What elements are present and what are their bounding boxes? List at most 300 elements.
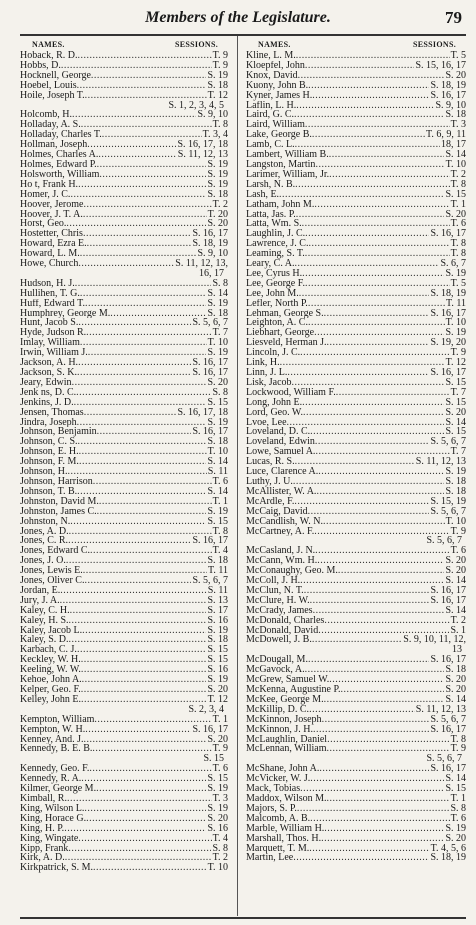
member-entry: [246, 576, 466, 586]
dot-leader: [86, 814, 206, 824]
member-name: Johnson, T. B.: [20, 486, 78, 497]
member-entry: [246, 655, 466, 665]
member-entry: [246, 279, 466, 289]
member-name: Johnson, Benjamin: [20, 427, 97, 438]
dot-leader: [88, 348, 207, 358]
dot-leader: [79, 457, 207, 467]
member-sessions: S. 14: [445, 576, 466, 586]
member-entry: [246, 71, 466, 81]
member-sessions: S. 20: [445, 685, 466, 695]
dot-leader: [87, 140, 176, 150]
member-sessions: S. 19: [445, 467, 466, 477]
member-name: Jackson, S. K.: [20, 368, 77, 378]
member-sessions: T. 9: [212, 60, 228, 71]
member-name: Kaley, S. D.: [20, 635, 69, 646]
member-sessions: S. 9, 10: [435, 100, 466, 111]
member-name: Marquett, T. M.: [246, 843, 310, 854]
member-entry: [20, 497, 228, 507]
member-entry: [246, 596, 466, 606]
dot-leader: [324, 824, 444, 834]
dot-leader: [315, 437, 430, 447]
member-name: Lee, Cyrus H.: [246, 268, 303, 279]
dot-leader: [314, 200, 449, 210]
member-name: Hoback, R. D.: [20, 51, 78, 61]
member-name: Irwin, William J.: [20, 348, 88, 359]
dot-leader: [292, 378, 445, 388]
dot-leader: [312, 635, 402, 645]
member-sessions: S. 16, 17: [192, 427, 228, 438]
member-entry: [20, 398, 228, 408]
dot-leader: [69, 527, 212, 537]
dot-leader: [66, 556, 207, 566]
left-column: [20, 36, 234, 916]
dot-leader: [81, 685, 207, 695]
member-sessions: S. 19: [445, 268, 466, 279]
member-sessions: S. 15: [207, 516, 228, 527]
member-name: Mack, Tobias: [246, 784, 301, 794]
member-name: McLaughlin, Daniel: [246, 734, 328, 745]
member-entry: [246, 844, 466, 854]
member-sessions: S. 15: [207, 645, 228, 656]
dot-leader: [80, 289, 207, 299]
member-entry: [20, 219, 228, 229]
member-name: Hoebel, Louis: [20, 80, 77, 91]
dot-leader: [310, 774, 444, 784]
member-name: Johnston, David M.: [20, 496, 99, 507]
dot-leader: [287, 418, 445, 428]
member-name: McColl, J. H.: [246, 576, 301, 586]
member-entry: [246, 735, 466, 745]
member-sessions: S. 18: [207, 635, 228, 646]
member-entry: [246, 110, 466, 120]
dot-leader: [305, 229, 429, 239]
member-name: Leighton, A. C.: [246, 318, 308, 329]
member-sessions: T. 10: [207, 338, 228, 349]
member-name: Lawrence, J. C.: [246, 239, 309, 250]
dot-leader: [327, 735, 450, 745]
member-entry: [20, 527, 228, 537]
member-name: Lee, George F.: [246, 278, 305, 289]
member-name: Loveland, Edwin: [246, 437, 315, 448]
member-name: McGrew, Samuel W.: [246, 675, 330, 685]
member-entry: [20, 477, 228, 487]
member-entry: [20, 71, 228, 81]
dot-leader: [87, 239, 192, 249]
dot-leader: [66, 219, 206, 229]
member-name: Kempton, William: [20, 714, 95, 725]
member-entry: [20, 150, 228, 160]
member-entry: [20, 447, 228, 457]
dot-leader: [312, 130, 425, 140]
member-entry: [246, 358, 466, 368]
member-name: King, H. P.: [20, 823, 65, 834]
member-entry: [20, 388, 228, 398]
dot-leader: [312, 91, 429, 101]
member-name: Hyde, Judson R.: [20, 328, 87, 339]
member-name: Luce, Clarence A.: [246, 467, 319, 477]
member-name: Laughlin, J. C.: [246, 229, 306, 240]
member-entry: [246, 427, 466, 437]
member-entry: [20, 239, 228, 249]
member-sessions: S. 8: [212, 278, 228, 289]
member-entry: [246, 784, 466, 794]
member-sessions: S. 18: [207, 437, 228, 448]
member-entry: [20, 635, 228, 645]
dot-leader: [64, 824, 206, 834]
member-entry: [246, 566, 466, 576]
member-entry: [20, 616, 228, 626]
member-entry: [246, 140, 466, 150]
dot-leader: [316, 487, 444, 497]
member-name: Hoover, J. T. A.: [20, 209, 83, 220]
member-name: Kyner, James H.: [246, 90, 313, 101]
member-entry: [20, 51, 228, 61]
dot-leader: [86, 328, 212, 338]
member-sessions: T. 9: [212, 744, 228, 755]
dot-leader: [308, 655, 429, 665]
member-entry: [246, 81, 466, 91]
member-name: McCaig, David: [246, 506, 308, 517]
dot-leader: [90, 546, 212, 556]
member-name: Lord, Geo. W.: [246, 407, 303, 418]
member-sessions: T. 10: [445, 318, 466, 329]
member-name: Lake, George B.: [246, 130, 312, 141]
dot-leader: [97, 507, 207, 517]
member-name: McKillip, D. C.: [246, 704, 310, 715]
member-entry: [20, 735, 228, 745]
member-entry: [246, 507, 466, 517]
dot-leader: [305, 279, 450, 289]
member-entry: [20, 844, 228, 854]
dot-leader: [80, 338, 207, 348]
member-entry: [246, 61, 466, 71]
member-sessions: S. 5, 6, 7: [192, 576, 228, 586]
dot-leader: [314, 328, 444, 338]
member-sessions: T. 7: [450, 447, 466, 458]
member-sessions: S. 15: [445, 189, 466, 200]
bottom-rule: [20, 917, 466, 919]
member-entry: [246, 467, 466, 477]
member-entry: [246, 388, 466, 398]
member-name: Hocknell, George: [20, 70, 91, 81]
member-name: Johnson, Harrison: [20, 476, 93, 487]
member-sessions: S. 14: [445, 150, 466, 160]
page-title: Members of the Legislature.: [145, 9, 331, 26]
member-entry: [20, 408, 228, 418]
member-sessions-continued: S. 5, 6, 7: [426, 753, 462, 765]
member-entry: [246, 675, 466, 685]
dot-leader: [280, 358, 445, 368]
member-sessions-continued: S. 15: [203, 753, 224, 765]
member-name: McLennan, William: [246, 744, 327, 755]
dot-leader: [80, 249, 197, 259]
member-name: Jones, Lewis E.: [20, 566, 83, 577]
member-name: Howard, L. M.: [20, 249, 80, 260]
dot-leader: [85, 299, 206, 309]
member-name: Liesveld, Herman J.: [246, 338, 327, 349]
dot-leader: [81, 774, 206, 784]
member-name: Kirkpatrick, S. M.: [20, 863, 94, 874]
member-name: Liebhart, George: [246, 328, 315, 339]
dot-leader: [338, 566, 445, 576]
member-name: Lee, John M.: [246, 288, 299, 299]
member-sessions: S. 16, 17: [430, 368, 466, 378]
member-entry: [246, 606, 466, 616]
member-sessions: T. 7: [212, 328, 228, 339]
member-name: Kennedy, R. A.: [20, 774, 82, 785]
member-name: McDonald, Charles: [246, 615, 325, 626]
member-sessions: S. 16, 17: [192, 368, 228, 378]
member-name: Knox, David: [246, 70, 298, 81]
member-name: Majors, S. P.: [246, 803, 297, 814]
member-entry: [20, 665, 228, 675]
dot-leader: [67, 794, 212, 804]
member-entry: [246, 101, 466, 111]
member-sessions: S. 20: [207, 734, 228, 745]
member-sessions: T. 6: [212, 764, 228, 775]
member-name: Holladay, A. S.: [20, 120, 81, 131]
member-name: Marble, William H.: [246, 823, 325, 834]
member-entry: [20, 427, 228, 437]
member-name: Johnson, C. S.: [20, 437, 78, 448]
dot-leader: [72, 378, 207, 388]
member-entry: [246, 447, 466, 457]
member-sessions: S. 16, 17, 18: [177, 407, 228, 418]
member-sessions: S. 16, 17: [430, 308, 466, 319]
member-entry: [20, 110, 228, 120]
dot-leader: [69, 635, 207, 645]
member-name: Holmes, Edward P.: [20, 159, 97, 170]
member-sessions: T. 6: [212, 476, 228, 487]
member-sessions: S. 18, 19: [430, 80, 466, 91]
member-entry: [20, 180, 228, 190]
member-sessions: S. 19: [207, 298, 228, 309]
member-sessions: S. 14: [445, 694, 466, 705]
member-entry: [20, 507, 228, 517]
dot-leader: [287, 368, 429, 378]
member-entry: [246, 774, 466, 784]
member-sessions: S. 20: [445, 407, 466, 418]
member-sessions: T. 9: [450, 744, 466, 755]
member-name: Larimer, William, Jr.: [246, 169, 330, 180]
member-name: McCartney, A. F.: [246, 526, 315, 537]
member-sessions: S. 6, 7: [440, 259, 466, 269]
member-entry: [246, 180, 466, 190]
dot-leader: [302, 398, 444, 408]
member-sessions: S. 18: [445, 476, 466, 487]
member-sessions: T. 3: [450, 120, 466, 131]
member-sessions: T. 1: [212, 496, 228, 507]
dot-leader: [318, 626, 449, 636]
member-name: McConaughy, Geo. M.: [246, 566, 338, 577]
member-sessions: T. 3: [212, 793, 228, 804]
member-sessions: T. 10: [445, 516, 466, 527]
dot-leader: [77, 645, 207, 655]
member-sessions: S. 8: [212, 387, 228, 398]
member-entry: [246, 259, 466, 269]
member-name: Lash, E.: [246, 189, 280, 200]
dot-leader: [69, 616, 207, 626]
member-name: Hunt, Jacob S.: [20, 318, 79, 329]
member-name: Kaley, Jacob L.: [20, 625, 83, 636]
member-name: Luthy, J. U.: [246, 476, 293, 487]
member-name: Hoile, Joseph T.: [20, 90, 85, 101]
member-entry: [20, 804, 228, 814]
dot-leader: [327, 794, 450, 804]
member-entry: [246, 219, 466, 229]
left-column-header: [20, 40, 228, 51]
dot-leader: [77, 418, 207, 428]
member-entry: [20, 546, 228, 556]
member-sessions: S. 20: [445, 833, 466, 844]
dot-leader: [323, 517, 445, 527]
member-entry: [246, 368, 466, 378]
member-entry: [20, 338, 228, 348]
member-name: Keeling, W. W.: [20, 665, 81, 676]
member-entry: [20, 170, 228, 180]
member-entry: [20, 120, 228, 130]
dot-leader: [68, 536, 191, 546]
member-sessions: S. 15: [445, 377, 466, 388]
member-entry: [246, 764, 466, 774]
dot-leader: [295, 180, 449, 190]
dot-leader: [99, 170, 206, 180]
member-sessions: S. 5, 6, 7: [430, 437, 466, 448]
dot-leader: [79, 447, 207, 457]
dot-leader: [83, 200, 211, 210]
member-name: McClun, N. T.: [246, 585, 304, 596]
member-name: Hudson, H. J.: [20, 278, 75, 289]
member-entry: [20, 517, 228, 527]
member-entry: [20, 725, 228, 735]
member-sessions: T. 12: [207, 694, 228, 705]
member-name: Martin, Lee: [246, 853, 294, 864]
member-sessions: S. 19: [207, 159, 228, 170]
member-entry: [246, 804, 466, 814]
dot-leader: [295, 140, 440, 150]
dot-leader: [308, 81, 429, 91]
member-entry: [20, 536, 228, 546]
member-sessions: S. 20: [445, 209, 466, 220]
member-entry: [246, 120, 466, 130]
member-name: Jones, A. D.: [20, 526, 69, 537]
dot-leader: [308, 318, 445, 328]
member-name: Kirk, A. D.: [20, 853, 65, 864]
member-entry: [246, 130, 466, 140]
dot-leader: [83, 210, 207, 220]
member-entry: [246, 487, 466, 497]
member-entry: [20, 685, 228, 695]
member-name: McClure, H. W.: [246, 595, 310, 606]
dot-leader: [308, 507, 430, 517]
member-entry: [20, 229, 228, 239]
member-entry: [246, 814, 466, 824]
member-entry: [20, 328, 228, 338]
member-name: Holcomb, H.: [20, 110, 72, 121]
member-sessions: T. 1: [450, 793, 466, 804]
dot-leader: [70, 190, 206, 200]
member-entry: [246, 398, 466, 408]
member-entry: [246, 338, 466, 348]
member-sessions: S. 15, 16, 17: [415, 60, 466, 71]
member-name: Jones, Oliver C.: [20, 576, 85, 586]
member-entry: [20, 596, 228, 606]
member-sessions: T. 11: [446, 298, 466, 309]
member-name: Hostetter, Chris: [20, 229, 83, 240]
member-sessions: S. 18: [207, 308, 228, 319]
member-name: Latta, Jas. P.: [246, 209, 296, 220]
member-sessions: T. 5: [450, 278, 466, 289]
member-entry: [20, 645, 228, 655]
member-sessions: S. 18, 19: [430, 853, 466, 864]
member-name: Johnson, F. M.: [20, 457, 79, 468]
dot-leader: [296, 101, 434, 111]
member-name: Jackson, A. H.: [20, 358, 79, 368]
dot-leader: [82, 626, 206, 636]
dot-leader: [102, 130, 202, 140]
member-entry: [20, 586, 228, 596]
dot-leader: [302, 219, 450, 229]
member-name: Howe, Church: [20, 259, 79, 269]
member-sessions: S. 20: [207, 219, 228, 230]
member-entry: [20, 834, 228, 844]
member-entry: [246, 477, 466, 487]
dot-leader: [96, 784, 206, 794]
member-entry: [20, 418, 228, 428]
dot-leader: [72, 110, 196, 120]
member-name: Lambert, William B.: [246, 150, 329, 160]
dot-leader: [340, 685, 444, 695]
member-entry: [20, 784, 228, 794]
member-sessions: T. 1: [212, 714, 228, 725]
member-name: Loveland, D. C.: [246, 427, 311, 438]
dot-leader: [304, 586, 430, 596]
member-sessions: S. 19: [207, 784, 228, 794]
member-name: Jindra, Joseph: [20, 417, 77, 428]
member-entry: [20, 606, 228, 616]
member-name: Kelley, John E.: [20, 694, 82, 705]
member-name: Jeary, Edwin: [20, 377, 72, 388]
dot-leader: [296, 210, 445, 220]
member-entry: [20, 744, 228, 754]
dot-leader: [98, 150, 176, 160]
member-entry: [246, 546, 466, 556]
member-sessions: T. 10: [207, 863, 228, 874]
dot-leader: [84, 408, 177, 418]
member-name: Kuony, John B.: [246, 80, 309, 91]
member-sessions: S. 19: [207, 625, 228, 636]
dot-leader: [78, 259, 174, 269]
dot-leader: [294, 110, 444, 120]
dot-leader: [313, 725, 429, 735]
member-sessions: S. 19: [207, 169, 228, 180]
dot-leader: [82, 675, 207, 685]
member-name: Kehoe, John A.: [20, 675, 82, 685]
member-sessions: S. 15: [445, 427, 466, 438]
member-name: Humphrey, George M.: [20, 308, 111, 319]
dot-leader: [70, 517, 206, 527]
member-name: Latta, Wm. S.: [246, 219, 302, 230]
dot-leader: [329, 675, 444, 685]
member-entry: [20, 863, 228, 873]
member-sessions: S. 16, 17: [430, 655, 466, 666]
member-entry: [20, 457, 228, 467]
member-sessions: T. 6: [450, 813, 466, 824]
member-sessions: S. 11: [207, 585, 228, 596]
dot-leader: [297, 804, 450, 814]
dot-leader: [305, 61, 415, 71]
member-name: Johnson, H.: [20, 467, 68, 477]
